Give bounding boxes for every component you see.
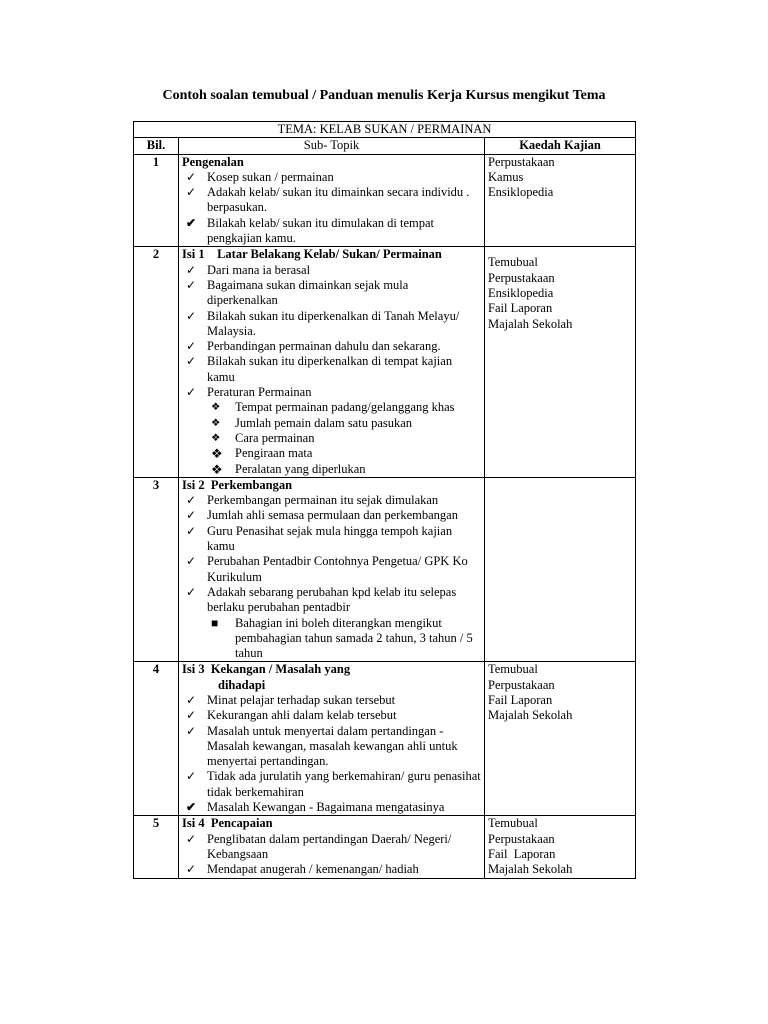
bullet-list	[182, 263, 481, 401]
list-item-text: Masalah Kewangan - Bagaimana mengatasinya	[207, 800, 445, 815]
table-row	[134, 662, 636, 816]
list-item	[182, 832, 481, 863]
theme-heading: TEMA: KELAB SUKAN / PERMAINAN	[134, 122, 636, 138]
checkmark-icon: ✓	[186, 385, 197, 400]
table-row	[134, 477, 636, 662]
sub-list-item	[211, 416, 481, 431]
list-item	[182, 185, 481, 216]
list-item	[182, 354, 481, 385]
list-item	[182, 216, 481, 247]
checkmark-icon: ✓	[186, 831, 197, 846]
row-number: 4	[134, 662, 179, 816]
list-item-text: Perkembangan permainan itu sejak dimulakan	[207, 493, 439, 508]
table-row	[134, 247, 636, 477]
theme-table	[133, 121, 636, 879]
method-item: Perpustakaan	[488, 154, 555, 169]
row-number: 1	[134, 154, 179, 247]
diamond-bullet-icon: ❖	[211, 446, 223, 462]
method-item: Fail Laporan	[488, 846, 556, 861]
sub-list-item-text: Cara permainan	[235, 430, 315, 445]
bullet-list	[182, 493, 481, 615]
list-item-text: Peraturan Permainan	[207, 385, 312, 400]
list-item	[182, 708, 481, 723]
list-item	[182, 800, 481, 815]
theme-row	[134, 122, 636, 138]
list-item	[182, 508, 481, 523]
list-item-text: Perbandingan permainan dahulu dan sekarang.	[207, 339, 441, 354]
list-item	[182, 263, 481, 278]
section-title	[182, 155, 481, 170]
diamond-bullet-icon: ❖	[211, 417, 221, 429]
header-no: Bil.	[134, 138, 179, 154]
list-item	[182, 493, 481, 508]
method-item: Majalah Sekolah	[488, 708, 573, 723]
table-row	[134, 816, 636, 878]
list-item-text: Kekurangan ahli dalam kelab tersebut	[207, 708, 397, 723]
list-item-text: Bilakah sukan itu diperkenalkan di tempat kajian kamu	[207, 354, 453, 384]
table-row	[134, 154, 636, 247]
checkmark-icon: ✓	[186, 723, 197, 738]
section-title	[182, 247, 481, 262]
diamond-bullet-icon: ❖	[211, 402, 221, 414]
list-item-text: Bilakah kelab/ sukan itu dimulakan di tempat pengkajian kamu.	[207, 215, 435, 246]
list-item-text: Guru Penasihat sejak mula hingga tempoh kajian kamu	[207, 523, 453, 554]
checkmark-icon: ✓	[186, 584, 197, 599]
list-item-text: Jumlah ahli semasa permulaan dan perkembangan	[207, 508, 458, 523]
row-number: 2	[134, 247, 179, 477]
list-item-text: Masalah untuk menyertai dalam pertandingan - Masalah kewangan, masalah kewangan ahli untuk menyertai pertandingan.	[207, 723, 458, 769]
checkmark-icon: ✓	[186, 339, 197, 354]
list-item	[182, 339, 481, 354]
method-item: Majalah Sekolah	[488, 862, 573, 877]
list-item	[182, 278, 481, 309]
list-item	[182, 769, 481, 800]
checkmark-icon: ✓	[186, 262, 197, 277]
method-item: Fail Laporan	[488, 692, 553, 707]
row-methods	[485, 477, 636, 662]
method-item: Temubual	[488, 816, 538, 831]
method-item: Ensiklopedia	[488, 185, 554, 200]
sub-bullet-list	[182, 400, 481, 476]
list-item-text: Kosep sukan / permainan	[207, 169, 334, 184]
header-method: Kaedah Kajian	[485, 138, 636, 154]
list-item-text: Minat pelajar terhadap sukan tersebut	[207, 692, 396, 707]
section-title-text: Pengenalan	[182, 154, 244, 169]
sub-list-item-text: Peralatan yang diperlukan	[235, 461, 366, 476]
document-title: Contoh soalan temubual / Panduan menulis Kerja Kursus mengikut Tema	[162, 88, 606, 103]
row-topic	[179, 662, 485, 816]
list-item	[182, 385, 481, 400]
sub-list-item-text: Bahagian ini boleh diterangkan mengikut pembahagian tahun samada 2 tahun, 3 tahun / 5 tahun	[235, 615, 473, 661]
list-item	[182, 170, 481, 185]
list-item	[182, 724, 481, 770]
sub-list-item	[211, 462, 481, 477]
checkmark-icon: ✓	[186, 769, 197, 784]
list-item	[182, 554, 481, 585]
sub-list-item-text: Jumlah pemain dalam satu pasukan	[235, 415, 413, 430]
checkmark-icon: ✓	[186, 862, 197, 877]
checkmark-icon: ✔	[186, 215, 197, 230]
checkmark-icon: ✓	[186, 708, 197, 723]
diamond-bullet-icon: ❖	[211, 432, 221, 444]
sub-bullet-list	[182, 616, 481, 662]
row-number: 3	[134, 477, 179, 662]
checkmark-icon: ✓	[186, 508, 197, 523]
sub-list-item-text: Tempat permainan padang/gelanggang khas	[235, 400, 455, 415]
sub-list-item	[211, 400, 481, 415]
checkmark-icon: ✓	[186, 308, 197, 323]
method-item: Perpustakaan	[488, 831, 555, 846]
row-number: 5	[134, 816, 179, 878]
section-title-continued: dihadapi	[218, 677, 266, 692]
method-item: Temubual	[488, 255, 538, 270]
list-item-text: Perubahan Pentadbir Contohnya Pengetua/ GPK Ko Kurikulum	[207, 554, 468, 584]
sub-list-item	[211, 431, 481, 446]
sub-list-item	[211, 616, 481, 662]
sub-list-item-text: Pengiraan mata	[235, 446, 313, 461]
row-topic	[179, 154, 485, 247]
list-item	[182, 524, 481, 555]
method-item: Kamus	[488, 169, 524, 184]
list-item-text: Adakah sebarang perubahan kpd kelab itu selepas berlaku perubahan pentadbir	[207, 584, 457, 615]
row-methods	[485, 816, 636, 878]
section-title-text: Isi 4 Pencapaian	[182, 816, 273, 831]
checkmark-icon: ✓	[186, 692, 197, 707]
list-item	[182, 862, 481, 877]
checkmark-icon: ✓	[186, 277, 197, 292]
checkmark-icon: ✓	[186, 554, 197, 569]
list-item	[182, 585, 481, 616]
bullet-list	[182, 693, 481, 815]
diamond-bullet-icon: ❖	[211, 461, 223, 477]
bullet-list	[182, 170, 481, 246]
checkmark-icon: ✓	[186, 354, 197, 369]
row-topic	[179, 477, 485, 662]
section-title	[182, 478, 481, 493]
method-item: Fail Laporan	[488, 301, 553, 316]
section-title	[182, 662, 481, 693]
row-methods	[485, 662, 636, 816]
square-bullet-icon: ■	[211, 615, 219, 630]
list-item-text: Bilakah sukan itu diperkenalkan di Tanah Melayu/ Malaysia.	[207, 308, 460, 338]
checkmark-icon: ✓	[186, 169, 197, 184]
list-item-text: Mendapat anugerah / kemenangan/ hadiah	[207, 862, 419, 877]
list-item	[182, 693, 481, 708]
list-item-text: Adakah kelab/ sukan itu dimainkan secara individu . berpasukan.	[207, 185, 470, 215]
row-methods	[485, 247, 636, 477]
method-item: Temubual	[488, 662, 538, 677]
checkmark-icon: ✔	[186, 800, 197, 815]
section-title-text: Isi 3 Kekangan / Masalah yang	[182, 662, 351, 677]
bullet-list	[182, 832, 481, 878]
method-item: Perpustakaan	[488, 677, 555, 692]
row-topic	[179, 247, 485, 477]
checkmark-icon: ✓	[186, 523, 197, 538]
list-item-text: Dari mana ia berasal	[207, 262, 311, 277]
checkmark-icon: ✓	[186, 185, 197, 200]
method-item: Ensiklopedia	[488, 285, 554, 300]
section-title-text: Isi 2 Perkembangan	[182, 477, 293, 492]
sub-list-item	[211, 446, 481, 461]
row-topic	[179, 816, 485, 878]
list-item-text: Tidak ada jurulatih yang berkemahiran/ guru penasihat tidak berkemahiran	[207, 769, 481, 799]
list-item	[182, 309, 481, 340]
header-row	[134, 138, 636, 154]
section-title	[182, 816, 481, 831]
list-item-text: Penglibatan dalam pertandingan Daerah/ Negeri/ Kebangsaan	[207, 831, 452, 861]
list-item-text: Bagaimana sukan dimainkan sejak mula diperkenalkan	[207, 277, 409, 308]
checkmark-icon: ✓	[186, 493, 197, 508]
method-item: Majalah Sekolah	[488, 316, 573, 331]
header-topic: Sub- Topik	[179, 138, 485, 154]
section-title-text: Isi 1 Latar Belakang Kelab/ Sukan/ Permainan	[182, 247, 442, 262]
method-item: Perpustakaan	[488, 270, 555, 285]
row-methods	[485, 154, 636, 247]
